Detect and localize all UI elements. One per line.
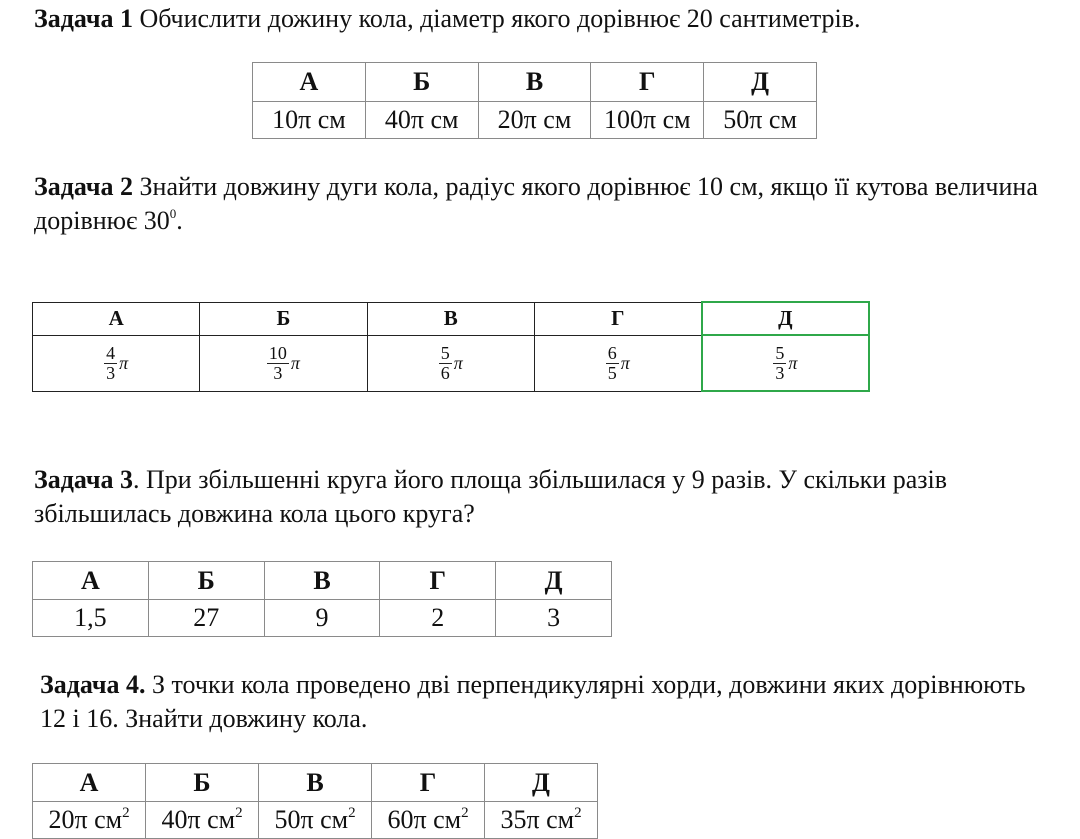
task-1-answer-table	[252, 62, 817, 139]
task-1-option-v-value: 20π см	[478, 102, 591, 139]
task-3-option-d-header: Д	[496, 562, 612, 600]
task-4-label: Задача 4.	[40, 670, 146, 699]
task-2-option-b-value: $\frac{10}{3}$ π	[200, 335, 367, 391]
task-1-option-g-value: 100π см	[591, 102, 704, 139]
fraction: $\frac{10}{3}$	[268, 342, 287, 383]
task-2-option-d-value: $\frac{5}{3}$ π	[702, 335, 869, 391]
task-4-text: З точки кола проведено дві перпендикулярні хорди, довжини яких дорівнюють 12 і 16. Знайти довжину кола.	[40, 670, 1026, 733]
task-2-header-row	[33, 302, 870, 335]
task-2-option-a-header: А	[33, 302, 200, 335]
task-1-header-row	[253, 63, 817, 102]
task-4-option-g-header: Г	[372, 764, 485, 802]
task-2-option-d-header: Д	[702, 302, 869, 335]
task-1-values-row	[253, 102, 817, 139]
task-4-option-d-header: Д	[485, 764, 598, 802]
task-4-option-b-value: 40π $см^2$	[146, 802, 259, 839]
task-2-answer-table	[32, 301, 870, 392]
task-3-statement	[34, 463, 1044, 531]
task-4-statement	[40, 668, 1050, 736]
task-3-option-a-header: А	[33, 562, 149, 600]
task-2-end: .	[176, 206, 183, 235]
task-3-option-g-value: 2	[380, 600, 496, 637]
fraction: $\frac{5}{6}$	[440, 342, 450, 383]
task-2-option-v-header: В	[367, 302, 534, 335]
task-4-option-b-header: Б	[146, 764, 259, 802]
task-3-option-g-header: Г	[380, 562, 496, 600]
task-3-option-a-value: 1,5	[33, 600, 149, 637]
fraction: $\frac{4}{3}$	[106, 342, 116, 383]
task-3-option-b-value: 27	[148, 600, 264, 637]
task-2-option-a-value: $\frac{4}{3}$ π	[33, 335, 200, 391]
task-2-option-g-value: $\frac{6}{5}$ π	[534, 335, 701, 391]
task-2-option-b-header: Б	[200, 302, 367, 335]
task-3-header-row	[33, 562, 612, 600]
task-4-option-g-value: 60π $см^2$	[372, 802, 485, 839]
task-4-answer-table	[32, 763, 598, 839]
fraction: $\frac{5}{3}$	[775, 342, 785, 383]
task-2-option-g-header: Г	[534, 302, 701, 335]
task-1-option-d-header: Д	[704, 63, 817, 102]
task-2-text: Знайти довжину дуги кола, радіус якого дорівнює 10 см, якщо її кутова величина дорівнює 30	[34, 172, 1038, 235]
task-3-option-b-header: Б	[148, 562, 264, 600]
task-4-option-v-value: 50π $см^2$	[259, 802, 372, 839]
task-2-option-v-value: $\frac{5}{6}$ π	[367, 335, 534, 391]
task-2-statement	[34, 170, 1044, 238]
task-2-degree: 0	[169, 206, 177, 221]
task-4-header-row	[33, 764, 598, 802]
task-1-label: Задача 1	[34, 4, 133, 33]
task-2-label: Задача 2	[34, 172, 133, 201]
task-1-text: Обчислити дожину кола, діаметр якого дорівнює 20 сантиметрів.	[133, 4, 861, 33]
task-3-label: Задача 3	[34, 465, 133, 494]
task-3-text: . При збільшенні круга його площа збільшилася у 9 разів. У скільки разів збільшилась довжина кола цього круга?	[34, 465, 948, 528]
task-4-option-d-value: 35π $см^2$	[485, 802, 598, 839]
task-1-option-a-value: 10π см	[253, 102, 366, 139]
task-4-option-a-header: А	[33, 764, 146, 802]
task-4-values-row	[33, 802, 598, 839]
fraction: $\frac{6}{5}$	[607, 342, 617, 383]
task-1-option-a-header: А	[253, 63, 366, 102]
task-3-answer-table	[32, 561, 612, 637]
task-1-option-b-header: Б	[365, 63, 478, 102]
task-4-option-v-header: В	[259, 764, 372, 802]
task-1-option-d-value: 50π см	[704, 102, 817, 139]
task-1-statement	[34, 2, 1044, 36]
task-3-values-row	[33, 600, 612, 637]
task-1-option-g-header: Г	[591, 63, 704, 102]
task-4-option-a-value: 20π $см^2$	[33, 802, 146, 839]
task-2-values-row	[33, 335, 870, 391]
task-1-option-b-value: 40π см	[365, 102, 478, 139]
task-3-option-v-header: В	[264, 562, 380, 600]
task-1-option-v-header: В	[478, 63, 591, 102]
task-3-option-v-value: 9	[264, 600, 380, 637]
task-3-option-d-value: 3	[496, 600, 612, 637]
